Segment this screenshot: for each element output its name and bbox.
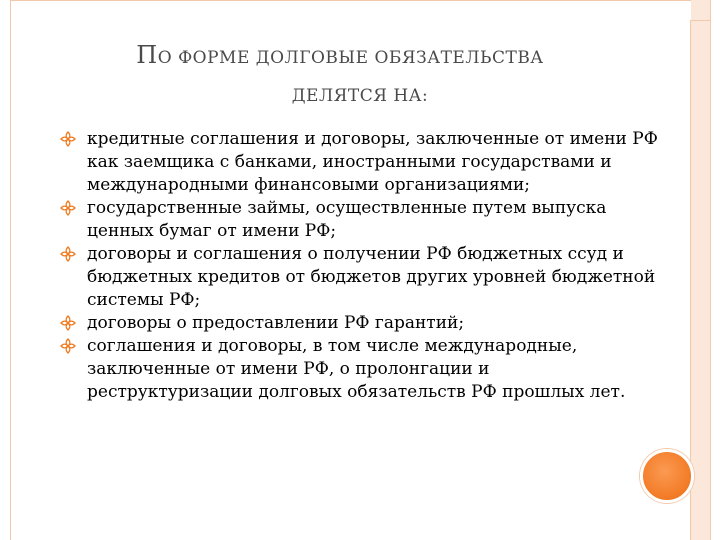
- right-sidebar-strip: [691, 0, 710, 540]
- sidebar-corner-line: [690, 20, 710, 21]
- list-item-text: кредитные соглашения и договоры, заключенные от имени РФ как заемщика с банками, иностранными государствами и международными финансовыми организациями;: [87, 129, 658, 195]
- frame-right-outer-border: [710, 0, 711, 540]
- list-item-text: соглашения и договоры, в том числе международные, заключенные от имени РФ, о пролонгации и реструктуризации долговых обязательств РФ прошлых лет.: [87, 336, 626, 402]
- list-item: [60, 312, 660, 335]
- title-line-2: ДЕЛЯТСЯ НА:: [291, 86, 429, 106]
- bullet-list: [60, 128, 660, 404]
- fleuron-icon: [60, 131, 76, 147]
- fleuron-icon: [60, 315, 76, 331]
- orange-circle-decoration: [640, 449, 694, 503]
- list-item: [60, 335, 660, 404]
- list-item-text: государственные займы, осуществленные путем выпуска ценных бумаг от имени РФ;: [87, 198, 607, 241]
- list-item: [60, 243, 660, 312]
- list-item-text: договоры и соглашения о получении РФ бюджетных ссуд и бюджетных кредитов от бюджетов других уровней бюджетной системы РФ;: [87, 244, 656, 310]
- fleuron-icon: [60, 338, 76, 354]
- frame-top-border: [10, 0, 711, 1]
- title-initial: П: [136, 41, 158, 69]
- list-item: [60, 197, 660, 243]
- fleuron-icon: [60, 200, 76, 216]
- title-line-1: [0, 42, 680, 71]
- fleuron-icon: [60, 246, 76, 262]
- slide-title: [0, 42, 680, 109]
- list-item: [60, 128, 660, 197]
- title-line-1-text: О ФОРМЕ ДОЛГОВЫЕ ОБЯЗАТЕЛЬСТВА: [157, 48, 544, 68]
- list-item-text: договоры о предоставлении РФ гарантий;: [87, 313, 465, 333]
